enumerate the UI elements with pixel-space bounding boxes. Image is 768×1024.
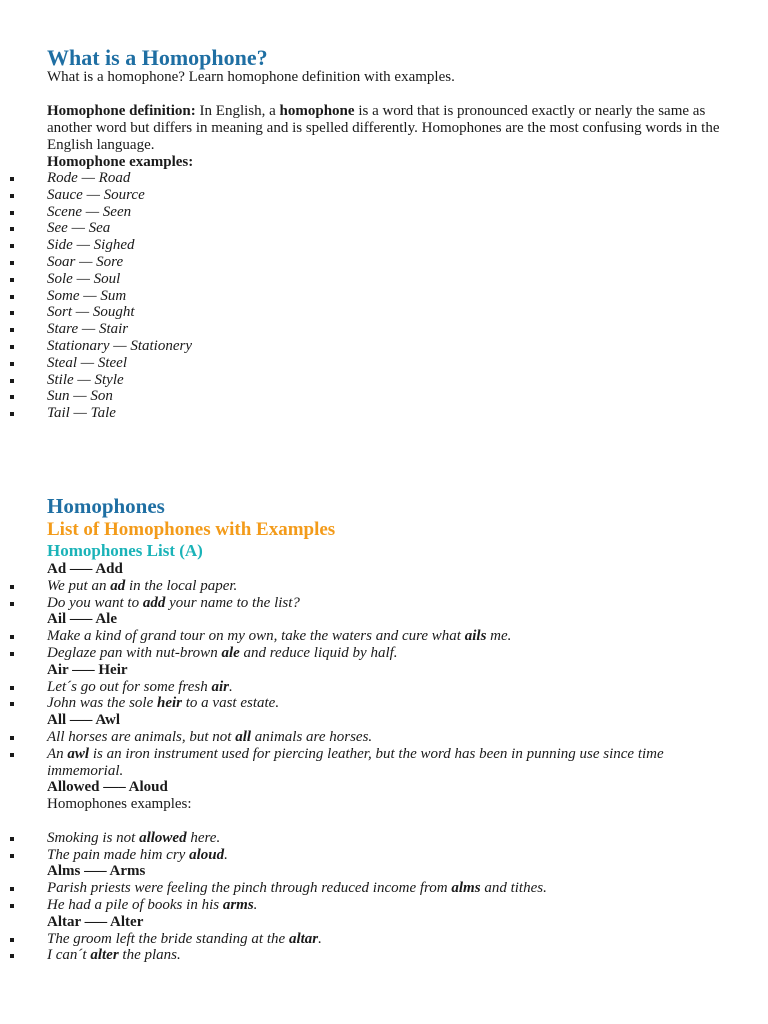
sentence-post: me.: [486, 628, 512, 645]
example-pair: Sole — Soul: [47, 270, 121, 287]
bullet-icon: [10, 585, 14, 589]
homophone-entries: [0, 561, 740, 964]
sentence-pre: We put an: [47, 577, 111, 594]
page-title: What is a Homophone?: [47, 45, 268, 70]
example-sentence: [0, 679, 740, 696]
sentence-keyword: altar: [288, 930, 319, 947]
examples-heading: Homophone examples:: [47, 154, 194, 170]
sentence-pre: Make a kind of grand tour on my own, take the waters and cure what: [47, 628, 465, 645]
list-item: [0, 355, 192, 372]
example-pair: Stationary — Stationery: [47, 337, 192, 354]
example-pair: Sort — Sought: [47, 304, 135, 321]
example-sentence: [0, 578, 740, 595]
bullet-icon: [10, 938, 14, 942]
example-sentence: [0, 897, 740, 914]
spacer: [0, 813, 740, 830]
intro-text: What is a homophone? Learn homophone definition with examples.: [47, 69, 455, 85]
sentence-keyword: all: [235, 728, 252, 745]
example-pair: Stile — Style: [47, 371, 124, 388]
sentence-post: animals are horses.: [251, 728, 373, 745]
sentence-keyword: heir: [157, 695, 183, 712]
bullet-icon: [10, 395, 14, 399]
homophone-pair-heading: Air —– Heir: [47, 661, 128, 678]
sentence-pre: Smoking is not: [47, 829, 140, 846]
sentence-post: .: [318, 930, 322, 947]
list-item: [0, 271, 192, 288]
sentence-keyword: ad: [110, 577, 126, 594]
bullet-icon: [10, 686, 14, 690]
example-pair: Sauce — Source: [47, 186, 145, 203]
homophone-pair-heading: Alms —– Arms: [47, 863, 146, 880]
example-pair: Scene — Seen: [47, 203, 132, 220]
list-item: [0, 321, 192, 338]
sentence-pre: An: [47, 745, 68, 762]
sentence-pre: All horses are animals, but not: [47, 728, 236, 745]
example-pair: Sun — Son: [47, 388, 113, 405]
sentence-post: the plans.: [118, 947, 181, 964]
bullet-icon: [10, 954, 14, 958]
example-sentence: [0, 595, 740, 612]
sentence-keyword: ails: [464, 628, 487, 645]
bullet-icon: [10, 702, 14, 706]
bullet-icon: [10, 328, 14, 332]
bullet-icon: [10, 211, 14, 215]
example-sentence: [0, 746, 740, 780]
sentence-pre: Deglaze pan with nut-brown: [47, 644, 222, 661]
definition-pre: In English, a: [195, 103, 280, 119]
sentence-keyword: arms: [222, 896, 254, 913]
bullet-icon: [10, 362, 14, 366]
example-sentence: [0, 847, 740, 864]
sentence-post: and reduce liquid by half.: [239, 644, 398, 661]
sentence-keyword: awl: [67, 745, 90, 762]
example-sentence: [0, 695, 740, 712]
bullet-icon: [10, 837, 14, 841]
sentence-post: is an iron instrument used for piercing leather, but the word has been in punning use since time immemorial.: [47, 745, 664, 779]
sentence-keyword: alter: [90, 947, 119, 964]
bullet-icon: [10, 278, 14, 282]
bullet-icon: [10, 177, 14, 181]
sentence-post: .: [253, 896, 258, 913]
bullet-icon: [10, 736, 14, 740]
example-sentence: [0, 645, 740, 662]
example-pair: Side — Sighed: [47, 237, 135, 254]
example-sentence: [0, 628, 740, 645]
sentence-post: to a vast estate.: [182, 695, 280, 712]
sentence-post: .: [224, 846, 228, 863]
bullet-icon: [10, 194, 14, 198]
examples-list: [0, 170, 192, 422]
list-item: [0, 338, 192, 355]
list-item: [0, 304, 192, 321]
bullet-icon: [10, 753, 14, 757]
sentence-post: in the local paper.: [125, 577, 238, 594]
homophone-pair-heading: Ail —– Ale: [47, 611, 117, 628]
bullet-icon: [10, 244, 14, 248]
sentence-pre: He had a pile of books in his: [47, 896, 223, 913]
sentence-keyword: ale: [221, 644, 240, 661]
sentence-post: here.: [186, 829, 221, 846]
list-item: [0, 170, 192, 187]
example-sentence: [0, 880, 740, 897]
bullet-icon: [10, 887, 14, 891]
list-item: [0, 204, 192, 221]
list-title: Homophones List (A): [47, 541, 203, 560]
bullet-icon: [10, 345, 14, 349]
sentence-pre: Parish priests were feeling the pinch through reduced income from: [47, 880, 452, 897]
homophone-pair-heading: Altar —– Alter: [47, 913, 144, 930]
homophone-pair-heading: Ad —– Add: [47, 561, 123, 577]
sentence-pre: I can´t: [47, 947, 91, 964]
homophone-pair-heading: Allowed —– Aloud: [47, 779, 168, 796]
example-pair: See — Sea: [47, 220, 111, 237]
definition-term: homophone: [279, 103, 355, 119]
bullet-icon: [10, 227, 14, 231]
definition-paragraph: [47, 103, 737, 153]
list-item: [0, 372, 192, 389]
list-item: [0, 254, 192, 271]
example-pair: Steal — Steel: [47, 354, 127, 371]
bullet-icon: [10, 652, 14, 656]
example-sentence: [0, 931, 740, 948]
example-sentence: [0, 830, 740, 847]
sentence-post: .: [228, 678, 233, 695]
bullet-icon: [10, 602, 14, 606]
sentence-keyword: air: [211, 678, 229, 695]
list-item: [0, 187, 192, 204]
definition-post: is a word that is pronounced exactly or nearly the same as another word but differs in meaning and is spelled differently. Homophones are the most confusing words in the English language.: [47, 103, 720, 153]
sentence-pre: The pain made him cry: [47, 846, 190, 863]
list-item: [0, 237, 192, 254]
sentence-post: and tithes.: [480, 880, 547, 897]
list-item: [0, 388, 192, 405]
example-sentence: [0, 947, 740, 964]
sentence-keyword: allowed: [139, 829, 187, 846]
bullet-icon: [10, 295, 14, 299]
example-sentence: [0, 729, 740, 746]
bullet-icon: [10, 379, 14, 383]
example-pair: Soar — Sore: [47, 253, 124, 270]
sentence-pre: Let´s go out for some fresh: [47, 678, 212, 695]
list-item: [0, 220, 192, 237]
homophone-pair-heading: All —– Awl: [47, 712, 121, 729]
bullet-icon: [10, 854, 14, 858]
example-pair: Stare — Stair: [47, 321, 129, 338]
bullet-icon: [10, 635, 14, 639]
bullet-icon: [10, 904, 14, 908]
sentence-post: your name to the list?: [165, 594, 300, 611]
definition-label: Homophone definition:: [47, 103, 196, 119]
example-pair: Some — Sum: [47, 287, 127, 304]
section-title: Homophones: [47, 494, 165, 518]
bullet-icon: [10, 311, 14, 315]
sentence-pre: Do you want to: [47, 594, 143, 611]
list-item: [0, 405, 192, 422]
bullet-icon: [10, 261, 14, 265]
sentence-pre: John was the sole: [47, 695, 157, 712]
sentence-keyword: add: [142, 594, 166, 611]
bullet-icon: [10, 412, 14, 416]
example-pair: Tail — Tale: [47, 405, 116, 422]
examples-note: Homophones examples:: [47, 796, 192, 813]
list-item: [0, 288, 192, 305]
sentence-keyword: alms: [451, 880, 481, 897]
sentence-pre: The groom left the bride standing at the: [47, 930, 289, 947]
sentence-keyword: aloud: [189, 846, 225, 863]
section-subtitle: List of Homophones with Examples: [47, 519, 336, 540]
example-pair: Rode — Road: [47, 170, 131, 186]
